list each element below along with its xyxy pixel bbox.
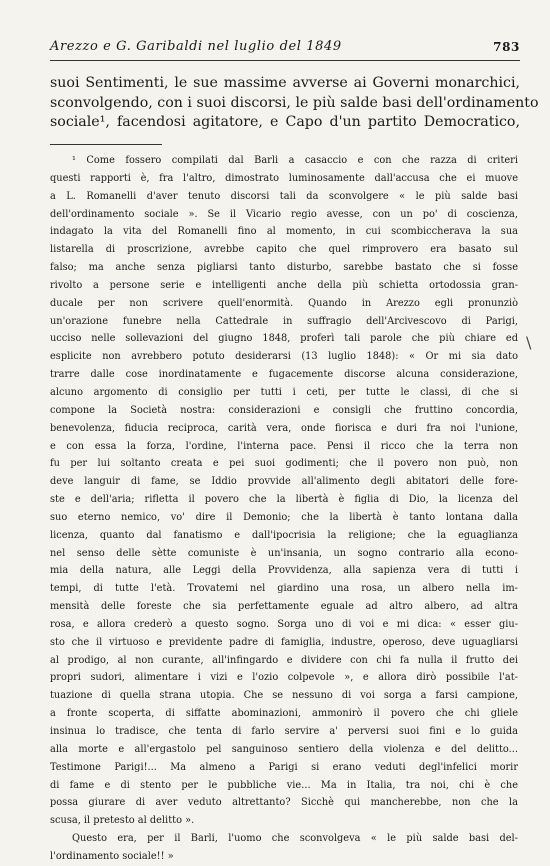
footnote-line: fu per lui soltanto creata e pei suoi godimenti; che il povero non può, non	[50, 458, 518, 470]
footnote-line: questi rapporti è, fra l'altro, dimostrato luminosamente dall'accusa che ei muove	[50, 172, 518, 184]
running-header	[50, 30, 520, 54]
footnote-line: suo eterno nemico, vo' dire il Demonio; che la libertà è tanto lontana dalla	[50, 511, 518, 523]
footnote-line: scusa, il pretesto al delitto ».	[50, 815, 195, 827]
running-title: Arezzo e G. Garibaldi nel luglio del 1849	[50, 39, 342, 54]
footnote-line: trarre dalle cose inordinatamente e fugacemente discorse alcuna considerazione,	[50, 369, 518, 381]
footnote-line: licenza, quanto dal fanatismo e dall'ipocrisia la religione; che la eguaglianza	[50, 529, 518, 541]
footnote-line: ste e dell'aria; rifletta il povero che la libertà è figlia di Dio, la licenza del	[50, 494, 518, 506]
footnote-rule	[50, 144, 162, 145]
footnote-line: tempi, di tutte l'età. Trovatemi nel giardino una rosa, un albero nella im-	[50, 583, 518, 595]
footnote-line: compone la Società nostra: considerazioni e consigli che fruttino concordia,	[50, 404, 518, 416]
footnote-line: esplicite non avrebbero potuto desiderarsi (13 luglio 1848): « Or mi sia dato	[50, 351, 518, 363]
footnote-line: rosa, e allora crederò a questo sogno. Sorga uno di voi e mi dica: « esser giu-	[50, 618, 518, 630]
footnote-line: e con essa la forza, l'ordine, l'interna pace. Pensi il ricco che la terra non	[50, 440, 518, 452]
footnote-line: falso; ma anche senza pigliarsi tanto disturbo, sarebbe bastato che si fosse	[50, 262, 518, 274]
page-number: 783	[493, 40, 520, 54]
footnote-line: listarella di proscrizione, avrebbe capito che quel rimprovero era basato sul	[50, 244, 518, 256]
footnote-line: un'orazione funebre nella Cattedrale in suffragio dell'Arcivescovo di Parigi,	[50, 315, 518, 327]
footnote-line: ¹ Come fossero compilati dal Barli a casaccio e con che razza di criteri	[72, 155, 518, 166]
main-line: suoi Sentimenti, le sue massime avverse ai Governi monarchici,	[50, 75, 520, 91]
footnote-line: Testimone Parigi!... Ma almeno a Parigi si erano veduti degl'infelici morir	[50, 761, 518, 773]
footnote-line: a L. Romanelli d'aver tenuto discorsi tali da sconvolgere « le più salde basi	[50, 190, 518, 202]
footnote	[50, 152, 518, 866]
footnote-line: Questo era, per il Barli, l'uomo che sconvolgeva « le più salde basi del-	[72, 833, 518, 845]
footnote-line: tuazione di quella strana utopia. Che se nessuno di voi sorga a farsi campione,	[50, 690, 518, 702]
footnote-line: mensità delle foreste che sia perfettamente eguale ad altro albero, ad altra	[50, 601, 518, 613]
footnote-line: l'ordinamento sociale!! »	[50, 850, 174, 862]
main-text	[50, 74, 539, 133]
footnote-line: indagato la vita del Romanelli fino al momento, in cui scombiccherava la sua	[50, 226, 518, 238]
footnote-line: propri sudori, alimentare i vizi e l'ozio colpevole », e allora dirò possibile l'at-	[50, 672, 518, 684]
footnote-line: mia della natura, alle Leggi della Provvidenza, alla sapienza vera di tutti i	[50, 565, 518, 577]
footnote-line: di fame e di stento per le pubbliche vie... Ma in Italia, tra noi, chi è che	[50, 779, 518, 791]
footnote-line: ucciso nelle sollevazioni del giugno 1848, proferì tali parole che più chiare ed	[50, 333, 518, 345]
footnote-line: benevolenza, fiducia reciproca, carità vera, onde fiorisca e duri fra noi l'unione,	[50, 422, 518, 434]
footnote-line: sto che il virtuoso e previdente padre di famiglia, industre, operoso, deve uguagliarsi	[50, 636, 518, 648]
footnote-line: deve languir di fame, se Iddio provvide all'alimento degli abitatori delle fore-	[50, 476, 518, 488]
footnote-line: ducale per non scrivere quell'enormità. Quando in Arezzo egli pronunziò	[50, 297, 518, 309]
footnote-line: al prodigo, al non curante, all'infingardo e dividere con chi fa nulla il frutto dei	[50, 654, 518, 666]
footnote-line: rivolto a persone serie e intelligenti anche della più schietta ortodossia gran-	[50, 279, 518, 291]
footnote-line: a fronte scoperta, di siffatte abominazioni, ammonirò il povero che chi gliele	[50, 708, 518, 720]
footnote-line: possa giurare di aver veduto altrettanto? Sicchè qui mancherebbe, non che la	[50, 797, 518, 809]
margin-mark: \	[526, 333, 532, 352]
footnote-line: insinua lo tradisce, che tenta di farlo servire a' perversi suoi fini e lo guida	[50, 726, 518, 737]
main-line: sconvolgendo, con i suoi discorsi, le più salde basi dell'ordinamento	[50, 94, 539, 111]
footnote-line: alcuno argomento di consiglio per tutti i ceti, per tutte le classi, di che si	[50, 386, 518, 398]
footnote-line: alla morte e all'ergastolo pel sanguinoso sentiero della violenza e del delitto...	[50, 743, 518, 755]
footnote-line: nel senso delle sètte comuniste è un'insania, un sogno contrario alla econo-	[50, 547, 518, 559]
main-line: sociale¹, facendosi agitatore, e Capo d'un partito Democratico,	[50, 114, 520, 130]
footnote-line: dell'ordinamento sociale ». Se il Vicario regio avesse, con un po' di coscienza,	[50, 208, 518, 220]
header-rule	[50, 60, 520, 61]
